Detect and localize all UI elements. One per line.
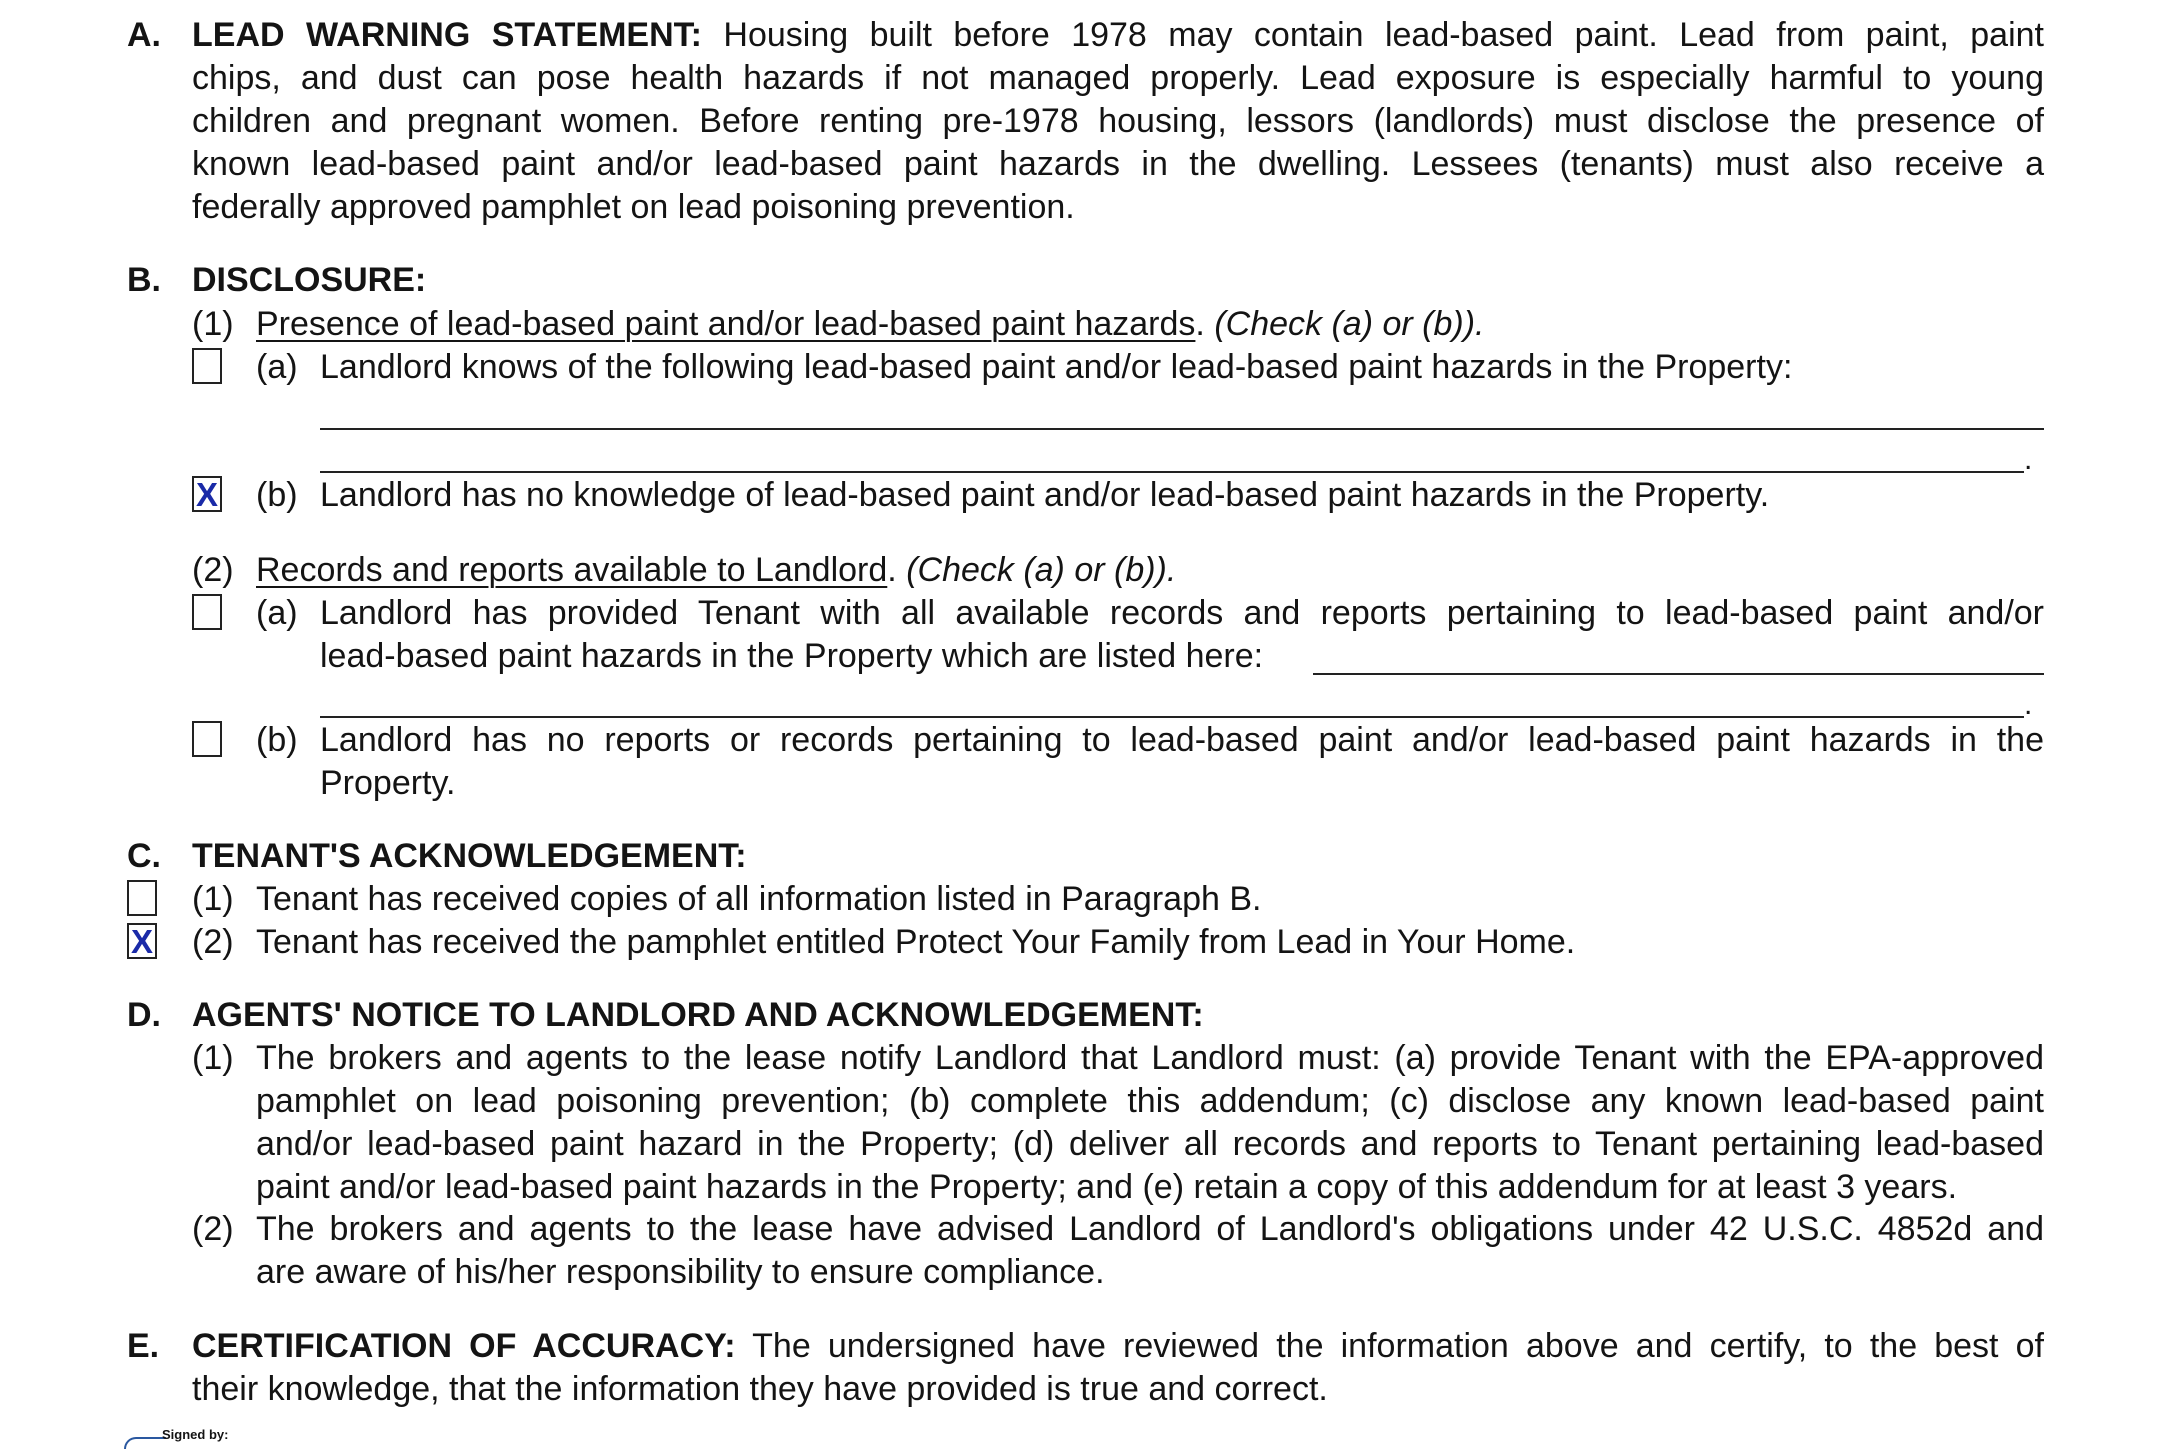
b1a-text: Landlord knows of the following lead-based paint and/or lead-based paint hazards in the Property:: [320, 348, 1793, 386]
d2-num: (2): [192, 1210, 234, 1248]
b2-heading: Records and reports available to Landlord: [256, 551, 888, 589]
b1b-checkbox[interactable]: X: [192, 476, 222, 512]
section-e-letter: E.: [127, 1327, 160, 1365]
section-d-title: AGENTS' NOTICE TO LANDLORD AND ACKNOWLEDGEMENT:: [192, 996, 1204, 1034]
b1-heading-line: Presence of lead-based paint and/or lead-based paint hazards. (Check (a) or (b)).: [256, 305, 1485, 343]
b2-num: (2): [192, 551, 234, 589]
d2-line-2: are aware of his/her responsibility to ensure compliance.: [256, 1253, 1105, 1291]
b1a-blank-line-1[interactable]: [320, 428, 2044, 430]
b2b-label: (b): [256, 721, 298, 759]
section-a-line-5: federally approved pamphlet on lead poisoning prevention.: [192, 188, 1075, 226]
section-b-letter: B.: [127, 261, 161, 299]
b2-heading-line: Records and reports available to Landlord. (Check (a) or (b)).: [256, 551, 1177, 589]
b2a-checkbox[interactable]: [192, 594, 222, 630]
section-e-line-1: CERTIFICATION OF ACCURACY: The undersigned have reviewed the information above and certify, to the best of: [192, 1327, 2044, 1365]
d1-line-4: paint and/or lead-based paint hazards in the Property; and (e) retain a copy of this addendum for at least 3 years.: [256, 1168, 1958, 1206]
section-e-title: CERTIFICATION OF ACCURACY:: [192, 1327, 736, 1365]
c2-num: (2): [192, 923, 234, 961]
c2-checkbox[interactable]: X: [127, 923, 157, 959]
section-c-title: TENANT'S ACKNOWLEDGEMENT:: [192, 837, 747, 875]
c1-checkbox[interactable]: [127, 880, 157, 916]
b1b-label: (b): [256, 476, 298, 514]
b1a-label: (a): [256, 348, 298, 386]
b1a-blank-line-2[interactable]: [320, 471, 2024, 473]
b2b-checkbox[interactable]: [192, 721, 222, 757]
b1b-text: Landlord has no knowledge of lead-based paint and/or lead-based paint hazards in the Property.: [320, 476, 1770, 514]
section-c-letter: C.: [127, 837, 161, 875]
b1a-checkbox[interactable]: [192, 348, 222, 384]
signed-by-label: Signed by:: [162, 1427, 229, 1442]
section-a-line-3: children and pregnant women. Before renting pre-1978 housing, lessors (landlords) must disclose the presence of: [192, 102, 2044, 140]
b2a-blank-line-1[interactable]: [1313, 673, 2044, 675]
b2-note: (Check (a) or (b)).: [906, 551, 1177, 589]
b2b-line-2: Property.: [320, 764, 456, 802]
c2-text: Tenant has received the pamphlet entitled Protect Your Family from Lead in Your Home.: [256, 923, 1576, 961]
section-a-line-4: known lead-based paint and/or lead-based paint hazards in the dwelling. Lessees (tenants) must also receive a: [192, 145, 2044, 183]
signature-frame: [124, 1437, 166, 1449]
c1-num: (1): [192, 880, 234, 918]
b2a-line-2: lead-based paint hazards in the Property which are listed here:: [320, 637, 1264, 675]
d2-line-1: The brokers and agents to the lease have advised Landlord of Landlord's obligations under 42 U.S.C. 4852d and: [256, 1210, 2044, 1248]
b2a-line-1: Landlord has provided Tenant with all available records and reports pertaining to lead-based paint and/or: [320, 594, 2044, 632]
b2a-label: (a): [256, 594, 298, 632]
section-b-title: DISCLOSURE:: [192, 261, 427, 299]
b1-note: (Check (a) or (b)).: [1214, 305, 1485, 343]
section-a-title: LEAD WARNING STATEMENT:: [192, 16, 702, 54]
section-a-line-2: chips, and dust can pose health hazards if not managed properly. Lead exposure is especially harmful to young: [192, 59, 2044, 97]
section-a-line-1: LEAD WARNING STATEMENT: Housing built before 1978 may contain lead-based paint. Lead from paint, paint: [192, 16, 2045, 54]
section-d-letter: D.: [127, 996, 161, 1034]
section-a-letter: A.: [127, 16, 161, 54]
d1-line-1: The brokers and agents to the lease notify Landlord that Landlord must: (a) provide Tenant with the EPA-approved: [256, 1039, 2044, 1077]
b1-heading: Presence of lead-based paint and/or lead-based paint hazards: [256, 305, 1196, 343]
b1-num: (1): [192, 305, 234, 343]
d1-num: (1): [192, 1039, 234, 1077]
b2b-line-1: Landlord has no reports or records pertaining to lead-based paint and/or lead-based paint hazards in the: [320, 721, 2044, 759]
section-e-line-2: their knowledge, that the information they have provided is true and correct.: [192, 1370, 1328, 1408]
d1-line-3: and/or lead-based paint hazard in the Property; (d) deliver all records and reports to Tenant pertaining lead-based: [256, 1125, 2044, 1163]
b1a-period: .: [2024, 443, 2033, 476]
b2a-period: .: [2024, 688, 2033, 721]
b2a-blank-line-2[interactable]: [320, 716, 2024, 718]
d1-line-2: pamphlet on lead poisoning prevention; (b) complete this addendum; (c) disclose any known lead-based paint: [256, 1082, 2044, 1120]
c1-text: Tenant has received copies of all information listed in Paragraph B.: [256, 880, 1262, 918]
